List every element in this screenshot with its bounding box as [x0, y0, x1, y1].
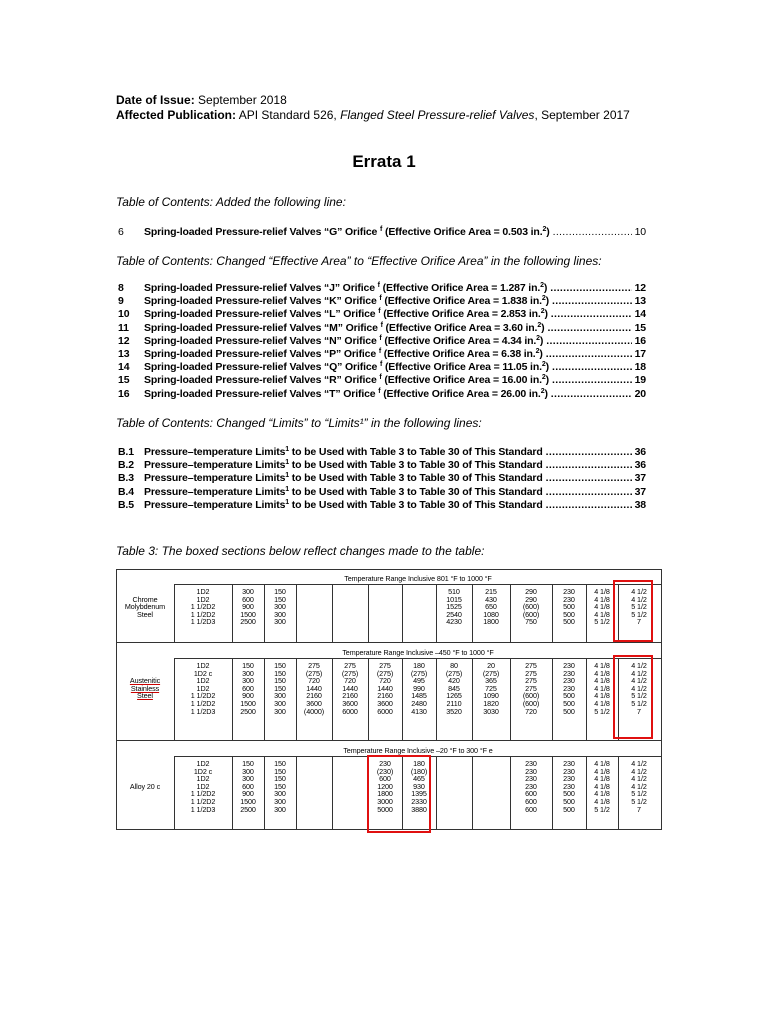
table-cell-column: 1D2 1D2 c 1D2 1D2 1 1/2D2 1 1/2D2 1 1/2D3: [190, 661, 216, 716]
table-cell-column: 4 1/8 4 1/8 4 1/8 4 1/8 5 1/2: [594, 587, 610, 627]
table-cell-column: 180 (180) 465 930 1395 2330 3880: [410, 759, 428, 814]
toc-num: 12: [118, 334, 130, 347]
table-cell-column: 4 1/2 4 1/2 5 1/2 5 1/2 7: [631, 587, 647, 627]
material-label-line: Alloy 20 c: [129, 781, 161, 791]
table-cell-column: 150 150 150 150 300 300 300: [274, 759, 286, 814]
toc-leader: [547, 282, 632, 295]
table-cell-column: 275 (275) 720 1440 2160 3600 (4000): [303, 661, 325, 716]
toc-num: B.2: [118, 459, 134, 472]
toc-leader: [543, 348, 632, 361]
toc-page: 19: [634, 374, 646, 387]
table-cell-column: 510 1015 1525 2540 4230: [446, 587, 462, 627]
toc-leader: [543, 335, 632, 348]
toc-num: B.4: [118, 485, 134, 498]
toc-row: [118, 348, 646, 361]
table-cell-column: 4 1/2 4 1/2 4 1/2 4 1/2 5 1/2 5 1/2 7: [631, 759, 647, 814]
toc-row: [118, 282, 646, 295]
section-header: Temperature Range Inclusive –20 °F to 300 °F e: [343, 746, 493, 755]
toc-added: [118, 226, 646, 239]
column-rule: [332, 756, 333, 829]
column-rule: [368, 584, 369, 642]
toc-page: 38: [634, 498, 646, 511]
toc-text: Pressure–temperature Limits$^1$ to be Used with Table 3 to Table 30 of This Standard: [144, 498, 543, 511]
affected-title: Flanged Steel Pressure-relief Valves: [340, 108, 535, 122]
toc-row: [118, 374, 646, 387]
toc-row: [118, 446, 646, 459]
toc-page: 10: [634, 226, 646, 238]
toc-text: Spring-loaded Pressure-relief Valves “J” Orifice $^f$ (Effective Orifice Area = 1.287 in.$^2$): [144, 282, 548, 294]
toc-num: 11: [118, 321, 129, 334]
table-cell-column: 1D2 1D2 c 1D2 1D2 1 1/2D2 1 1/2D2 1 1/2D3: [190, 759, 216, 814]
table-cell-column: 230 (230) 600 1200 1800 3000 5000: [376, 759, 394, 814]
table-cell-column: 300 600 900 1500 2500: [240, 587, 256, 627]
toc-row: [118, 361, 646, 374]
toc-row: [118, 308, 646, 321]
toc-leader: [548, 308, 632, 321]
toc-text: Spring-loaded Pressure-relief Valves “R” Orifice $^f$ (Effective Orifice Area = 16.00 in.$^2$): [144, 374, 549, 387]
affected-label: Affected Publication:: [116, 108, 237, 122]
table-cell-column: 230 230 230 230 500 500 500: [563, 661, 575, 716]
toc-leader: [550, 226, 632, 239]
table-cell-column: 1D2 1D2 1 1/2D2 1 1/2D2 1 1/2D3: [190, 587, 216, 627]
material-label-line: Stainless: [130, 683, 160, 693]
toc-text: Spring-loaded Pressure-relief Valves “T” Orifice $^f$ (Effective Orifice Area = 26.00 in.$^2$): [144, 387, 548, 400]
column-rule: [296, 584, 297, 642]
toc-page: 20: [634, 387, 646, 400]
material-label-line: Molybdenum: [124, 602, 166, 612]
column-rule: [436, 756, 437, 829]
section-bottom-rule: [116, 642, 662, 643]
toc-row: [118, 486, 646, 499]
changed-section-box: [367, 755, 431, 833]
table-cell-column: 275 (275) 720 1440 2160 3600 6000: [376, 661, 394, 716]
affected-publication: [116, 108, 630, 123]
toc-leader: [544, 322, 632, 335]
material-label: [118, 783, 172, 791]
material-label-line: Steel: [137, 609, 153, 619]
section-bottom-rule: [116, 740, 662, 741]
toc-row: [118, 472, 646, 485]
toc-leader: [548, 388, 632, 401]
toc-row: [118, 226, 646, 239]
toc-row: [118, 335, 646, 348]
toc-leader: [543, 486, 632, 499]
toc-text: Pressure–temperature Limits$^1$ to be Used with Table 3 to Table 30 of This Standard: [144, 485, 543, 498]
table-cell-column: 215 430 650 1080 1800: [483, 587, 499, 627]
toc-text: Spring-loaded Pressure-relief Valves “M” Orifice $^f$ (Effective Orifice Area = 3.60 in.$^2$): [144, 321, 545, 334]
note-added: Table of Contents: Added the following line:: [116, 195, 346, 209]
toc-limits-list: [118, 446, 646, 512]
table-cell-column: 4 1/2 4 1/2 4 1/2 4 1/2 5 1/2 5 1/2 7: [631, 661, 647, 716]
table-cell-column: 150 150 300 300 300: [274, 587, 286, 627]
affected-post: , September 2017: [534, 108, 630, 122]
column-rule: [332, 584, 333, 642]
toc-row: [118, 322, 646, 335]
toc-num: 15: [118, 374, 130, 387]
toc-num: 14: [118, 361, 130, 374]
toc-text: Pressure–temperature Limits$^1$ to be Used with Table 3 to Table 30 of This Standard: [144, 459, 543, 472]
table-cell-column: 150 300 300 600 900 1500 2500: [240, 759, 256, 814]
toc-text: Spring-loaded Pressure-relief Valves “N” Orifice $^f$ (Effective Orifice Area = 4.34 in.$^2$): [144, 334, 544, 347]
toc-row: [118, 295, 646, 308]
table-cell-column: 4 1/8 4 1/8 4 1/8 4 1/8 4 1/8 4 1/8 5 1/2: [594, 759, 610, 814]
toc-row: [118, 388, 646, 401]
note-changed-limits: Table of Contents: Changed “Limits” to “Limits¹” in the following lines:: [116, 416, 482, 430]
table-rule: [116, 569, 662, 570]
material-label: [118, 596, 172, 619]
toc-num: 8: [118, 282, 124, 294]
toc-text: Spring-loaded Pressure-relief Valves “P” Orifice $^f$ (Effective Orifice Area = 6.38 in.$^2$): [144, 347, 543, 360]
column-rule: [402, 584, 403, 642]
toc-leader: [549, 361, 632, 374]
toc-num: B.5: [118, 498, 134, 511]
toc-text: Spring-loaded Pressure-relief Valves “Q” Orifice $^f$ (Effective Orifice Area = 11.05 in.$^2$): [144, 361, 549, 374]
table-3-excerpt: [116, 569, 662, 829]
changed-section-box: [613, 580, 653, 642]
toc-num: 13: [118, 347, 130, 360]
toc-page: 36: [634, 459, 646, 472]
toc-leader: [549, 374, 632, 387]
material-label-line: Steel: [137, 691, 153, 701]
toc-page: 13: [634, 295, 646, 308]
issue-value: September 2018: [198, 93, 287, 107]
section-header-rule: [174, 584, 662, 585]
table-cell-column: 180 (275) 495 990 1485 2480 4130: [410, 661, 428, 716]
toc-num: 9: [118, 295, 124, 308]
table-cell-column: 20 (275) 365 725 1090 1820 3030: [482, 661, 500, 716]
material-label-line: Chrome: [132, 594, 158, 604]
table-cell-column: 230 230 230 230 500 500 500: [563, 759, 575, 814]
toc-text: Spring-loaded Pressure-relief Valves “G” Orifice $^f$ (Effective Orifice Area = 0.503 in.$^2$): [144, 226, 550, 238]
toc-row: [118, 499, 646, 512]
toc-page: 37: [634, 485, 646, 498]
table-cell-column: 230 230 500 500 500: [563, 587, 575, 627]
toc-page: 12: [634, 282, 646, 294]
note-table: Table 3: The boxed sections below reflect changes made to the table:: [116, 544, 485, 558]
table-cell-column: 150 300 300 600 900 1500 2500: [240, 661, 256, 716]
note-changed-area: Table of Contents: Changed “Effective Area” to “Effective Orifice Area” in the following lines:: [116, 254, 602, 268]
toc-leader: [543, 459, 632, 472]
material-label-line: Austenitic: [129, 676, 161, 686]
toc-num: 6: [118, 226, 124, 238]
toc-page: 16: [634, 334, 646, 347]
toc-text: Pressure–temperature Limits$^1$ to be Used with Table 3 to Table 30 of This Standard: [144, 446, 543, 458]
column-rule: [296, 756, 297, 829]
toc-page: 17: [634, 347, 646, 360]
toc-leader: [549, 295, 632, 308]
changed-section-box: [613, 655, 653, 739]
toc-num: 16: [118, 387, 130, 400]
toc-num: B.3: [118, 472, 134, 485]
table-cell-column: 275 (275) 720 1440 2160 3600 6000: [341, 661, 359, 716]
table-cell-column: 290 290 (600) (600) 750: [522, 587, 540, 627]
toc-page: 14: [634, 308, 646, 321]
issue-label: Date of Issue:: [116, 93, 195, 107]
toc-changed-list: [118, 282, 646, 401]
toc-leader: [543, 499, 632, 512]
toc-text: Pressure–temperature Limits$^1$ to be Used with Table 3 to Table 30 of This Standard: [144, 472, 543, 485]
toc-page: 18: [634, 361, 646, 374]
date-of-issue: [116, 93, 287, 108]
table-border-right: [661, 569, 662, 829]
table-border-left: [116, 569, 117, 829]
table-cell-column: 275 275 275 275 (600) (600) 720: [522, 661, 540, 716]
affected-pre: API Standard 526,: [238, 108, 337, 122]
table-cell-column: 150 150 150 150 300 300 300: [274, 661, 286, 716]
toc-leader: [543, 446, 632, 459]
toc-text: Spring-loaded Pressure-relief Valves “K” Orifice $^f$ (Effective Orifice Area = 1.838 in.$^2$): [144, 295, 549, 308]
section-header: Temperature Range Inclusive –450 °F to 1000 °F: [342, 648, 494, 657]
toc-page: 15: [634, 321, 646, 334]
toc-num: 10: [118, 308, 130, 321]
section-header-rule: [174, 658, 662, 659]
column-rule: [472, 756, 473, 829]
toc-page: 37: [634, 472, 646, 485]
toc-row: [118, 459, 646, 472]
table-cell-column: 230 230 230 230 600 600 600: [525, 759, 537, 814]
toc-leader: [543, 472, 632, 485]
page-title: Errata 1: [352, 152, 416, 171]
table-cell-column: 80 (275) 420 845 1265 2110 3520: [445, 661, 463, 716]
section-header: Temperature Range Inclusive 801 °F to 1000 °F: [344, 574, 492, 583]
material-label: [118, 677, 172, 700]
toc-page: 36: [634, 446, 646, 458]
toc-num: B.1: [118, 446, 134, 458]
table-cell-column: 4 1/8 4 1/8 4 1/8 4 1/8 4 1/8 4 1/8 5 1/2: [594, 661, 610, 716]
toc-text: Spring-loaded Pressure-relief Valves “L” Orifice $^f$ (Effective Orifice Area = 2.853 in.$^2$): [144, 308, 548, 321]
